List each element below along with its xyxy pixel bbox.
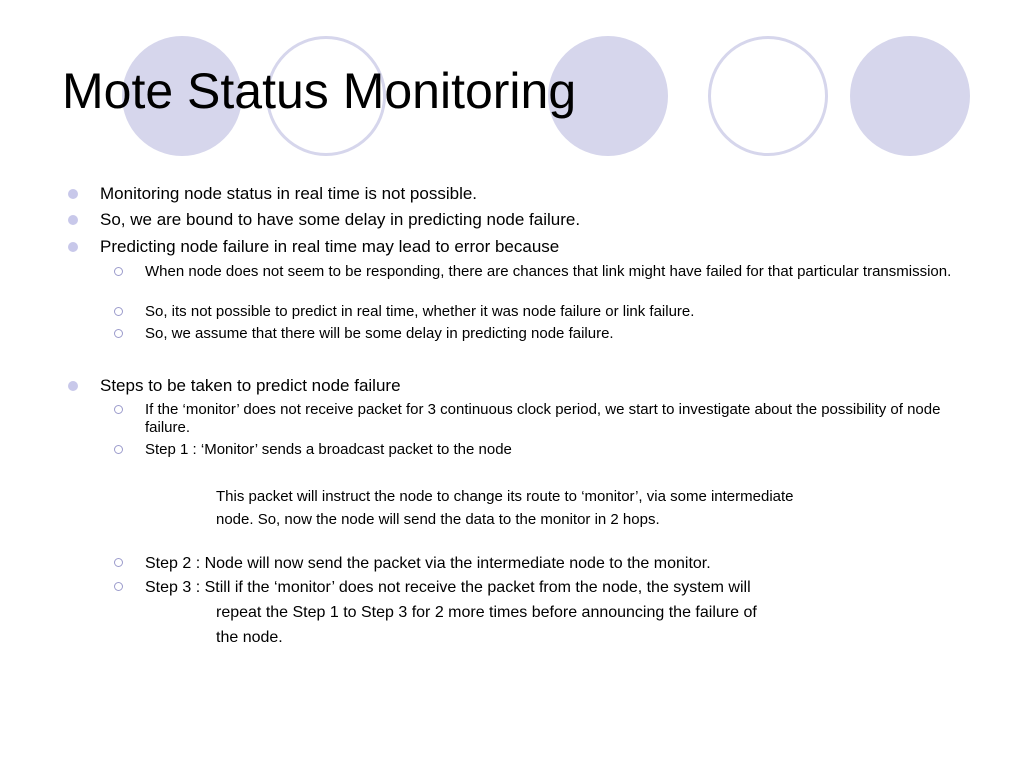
bullet-dot-icon (68, 215, 78, 225)
continuation-text: This packet will instruct the node to change its route to ‘monitor’, via some intermediate (216, 488, 794, 505)
decorative-circle-filled (850, 36, 970, 156)
bullet-ring-icon (114, 329, 123, 338)
sub-bullet-text: Step 1 : ‘Monitor’ sends a broadcast packet to the node (145, 441, 512, 458)
continuation-text: the node. (216, 629, 283, 646)
bullet-item (100, 210, 580, 230)
sub-bullet-item (145, 263, 975, 281)
sub-bullet-text: Step 2 : Node will now send the packet via the intermediate node to the monitor. (145, 555, 711, 572)
continuation-text: node. So, now the node will send the data to the monitor in 2 hops. (216, 511, 660, 528)
bullet-item (100, 376, 401, 396)
slide-title: Mote Status Monitoring (62, 63, 577, 119)
sub-bullet-item (145, 441, 975, 459)
sub-bullet-text: Step 3 : Still if the ‘monitor’ does not receive the packet from the node, the system will (145, 579, 751, 596)
sub-bullet-text: So, we assume that there will be some delay in predicting node failure. (145, 325, 614, 342)
bullet-item (100, 184, 477, 204)
bullet-ring-icon (114, 307, 123, 316)
bullet-text: Monitoring node status in real time is not possible. (100, 184, 478, 203)
bullet-dot-icon (68, 242, 78, 252)
sub-bullet-item (145, 401, 975, 437)
bullet-text: So, we are bound to have some delay in predicting node failure. (100, 210, 581, 229)
bullet-item (100, 237, 559, 257)
bullet-ring-icon (114, 582, 123, 591)
sub-bullet-item (145, 303, 975, 321)
bullet-ring-icon (114, 405, 123, 414)
sub-bullet-item (145, 325, 975, 343)
sub-bullet-item (145, 554, 975, 574)
sub-bullet-text: When node does not seem to be responding, there are chances that link might have failed for that particular transmission. (145, 263, 952, 280)
bullet-text: Predicting node failure in real time may lead to error because (100, 237, 560, 256)
continuation-text: repeat the Step 1 to Step 3 for 2 more times before announcing the failure of (216, 604, 757, 621)
sub-bullet-text: If the ‘monitor’ does not receive packet for 3 continuous clock period, we start to investigate about the possibility of node failure. (145, 401, 941, 436)
bullet-ring-icon (114, 558, 123, 567)
bullet-dot-icon (68, 189, 78, 199)
bullet-text: Steps to be taken to predict node failure (100, 376, 401, 395)
sub-bullet-text: So, its not possible to predict in real time, whether it was node failure or link failure. (145, 303, 695, 320)
bullet-ring-icon (114, 445, 123, 454)
sub-bullet-item (145, 578, 975, 598)
bullet-ring-icon (114, 267, 123, 276)
bullet-dot-icon (68, 381, 78, 391)
decorative-circle-outline (708, 36, 828, 156)
